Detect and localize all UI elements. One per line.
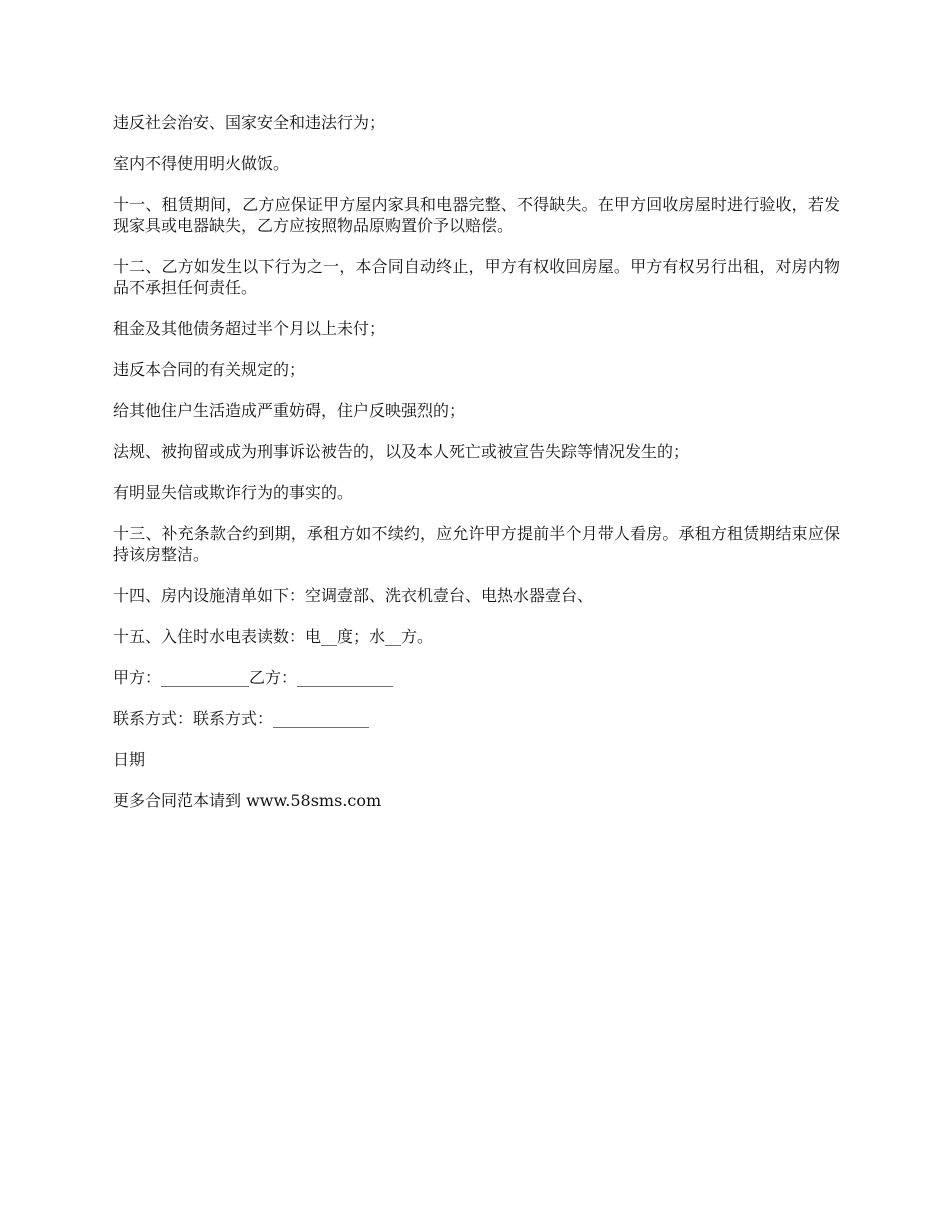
date-line: 日期 xyxy=(113,750,146,769)
clause-twelve-item-violation: 违反本合同的有关规定的； xyxy=(113,360,306,379)
contact-info: 联系方式：联系方式：____________ xyxy=(113,709,370,728)
clause-twelve: 十二、乙方如发生以下行为之一，本合同自动终止，甲方有权收回房屋。甲方有权另行出租，对房内物品不承担任何责任。 xyxy=(113,257,840,297)
clause-eleven: 十一、租赁期间，乙方应保证甲方屋内家具和电器完整、不得缺失。在甲方回收房屋时进行验收，若发现家具或电器缺失，乙方应按照物品原购置价予以赔偿。 xyxy=(113,195,840,235)
clause-thirteen: 十三、补充条款合约到期，承租方如不续约，应允许甲方提前半个月带人看房。承租方租赁期结束应保持该房整洁。 xyxy=(113,524,840,564)
clause-twelve-item-rent-unpaid: 租金及其他债务超过半个月以上未付； xyxy=(113,319,386,338)
clause-twelve-item-legal: 法规、被拘留或成为刑事诉讼被告的，以及本人死亡或被宣告失踪等情况发生的； xyxy=(113,442,690,461)
document-body xyxy=(113,112,840,831)
clause-twelve-item-disturbance: 给其他住户生活造成严重妨碍，住户反映强烈的； xyxy=(113,401,466,420)
clause-no-open-fire: 室内不得使用明火做饭。 xyxy=(113,154,290,173)
clause-social-security: 违反社会治安、国家安全和违法行为； xyxy=(113,113,386,132)
footer-source-note: 更多合同范本请到 www.58sms.com xyxy=(113,791,382,810)
clause-fifteen: 十五、入住时水电表读数：电__度；水__方。 xyxy=(113,627,434,646)
signature-parties: 甲方：___________乙方：____________ xyxy=(113,668,394,687)
clause-twelve-item-fraud: 有明显失信或欺诈行为的事实的。 xyxy=(113,483,354,502)
clause-fourteen: 十四、房内设施清单如下：空调壹部、洗衣机壹台、电热水器壹台、 xyxy=(113,586,594,605)
